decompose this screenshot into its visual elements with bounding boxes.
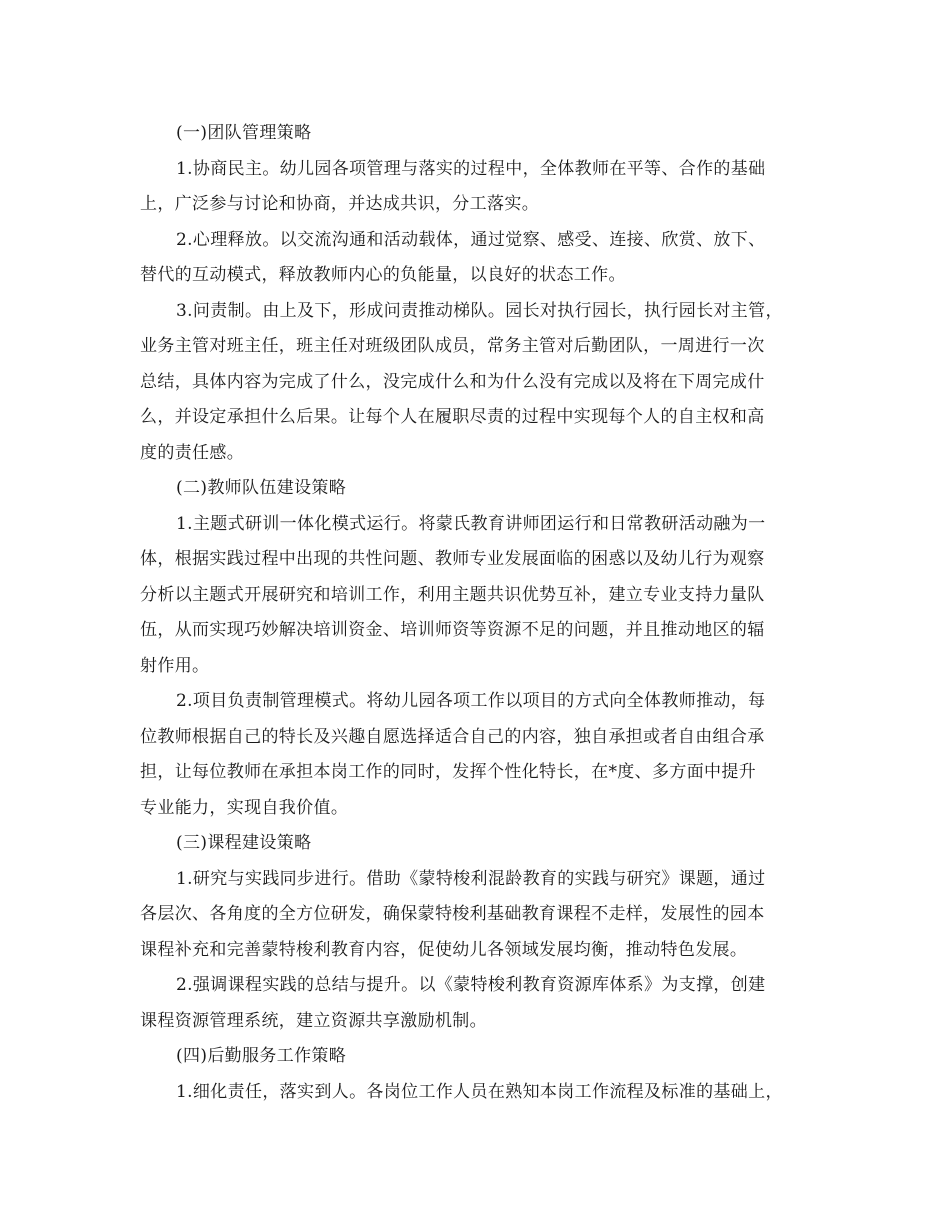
paragraph-line: 度的责任感。: [140, 442, 245, 463]
paragraph-line: 课程资源管理系统，建立资源共享激励机制。: [140, 1010, 487, 1031]
paragraph-line: 总结，具体内容为完成了什么，没完成什么和为什么没有完成以及将在下周完成什: [140, 371, 765, 392]
paragraph-line: 担，让每位教师在承担本岗工作的同时，发挥个性化特长，在*度、多方面中提升: [140, 762, 757, 782]
paragraph-line: 体，根据实践过程中出现的共性问题、教师专业发展面临的困惑以及幼儿行为观察: [140, 549, 765, 569]
paragraph-line: 上，广泛参与讨论和协商，并达成共识，分工落实。: [140, 194, 540, 214]
paragraph-line: 业务主管对班主任，班主任对班级团队成员，常务主管对后勤团队，一周进行一次: [140, 336, 765, 356]
section-heading: (一)团队管理策略: [176, 123, 312, 143]
paragraph-line: 替代的互动模式，释放教师内心的负能量，以良好的状态工作。: [140, 265, 626, 285]
paragraph-line: 么，并设定承担什么后果。让每个人在履职尽责的过程中实现每个人的自主权和高: [140, 407, 765, 427]
paragraph-line: 1.协商民主。幼儿园各项管理与落实的过程中，全体教师在平等、合作的基础: [176, 158, 766, 179]
paragraph-line: 射作用。: [140, 655, 210, 676]
section-heading: (三)课程建设策略: [176, 833, 312, 853]
paragraph-line: 2.强调课程实践的总结与提升。以《蒙特梭利教育资源库体系》为支撑，创建: [176, 975, 766, 995]
paragraph-line: 分析以主题式开展研究和培训工作，利用主题共识优势互补，建立专业支持力量队: [140, 584, 765, 605]
paragraph-line: 1.主题式研训一体化模式运行。将蒙氏教育讲师团运行和日常教研活动融为一: [176, 513, 766, 534]
paragraph-line: 位教师根据自己的特长及兴趣自愿选择适合自己的内容，独自承担或者自由组合承: [140, 726, 765, 747]
paragraph-line: 2.项目负责制管理模式。将幼儿园各项工作以项目的方式向全体教师推动，每: [176, 691, 766, 711]
paragraph-line: 伍，从而实现巧妙解决培训资金、培训师资等资源不足的问题，并且推动地区的辐: [140, 620, 765, 640]
paragraph-line: 1.研究与实践同步进行。借助《蒙特梭利混龄教育的实践与研究》课题，通过: [176, 868, 766, 889]
paragraph-line: 各层次、各角度的全方位研发，确保蒙特梭利基础教育课程不走样，发展性的园本: [140, 904, 765, 924]
section-heading: (二)教师队伍建设策略: [176, 478, 347, 498]
paragraph-line: 专业能力，实现自我价值。: [140, 797, 349, 818]
document-body: [140, 116, 830, 1110]
paragraph-line: 2.心理释放。以交流沟通和活动载体，通过觉察、感受、连接、欣赏、放下、: [176, 229, 766, 250]
section-heading: (四)后勤服务工作策略: [176, 1046, 347, 1066]
paragraph-line: 1.细化责任，落实到人。各岗位工作人员在熟知本岗工作流程及标准的基础上，: [176, 1081, 783, 1102]
paragraph-line: 3.问责制。由上及下，形成问责推动梯队。园长对执行园长，执行园长对主管，: [176, 300, 783, 321]
paragraph-line: 课程补充和完善蒙特梭利教育内容，促使幼儿各领域发展均衡，推动特色发展。: [140, 939, 748, 960]
